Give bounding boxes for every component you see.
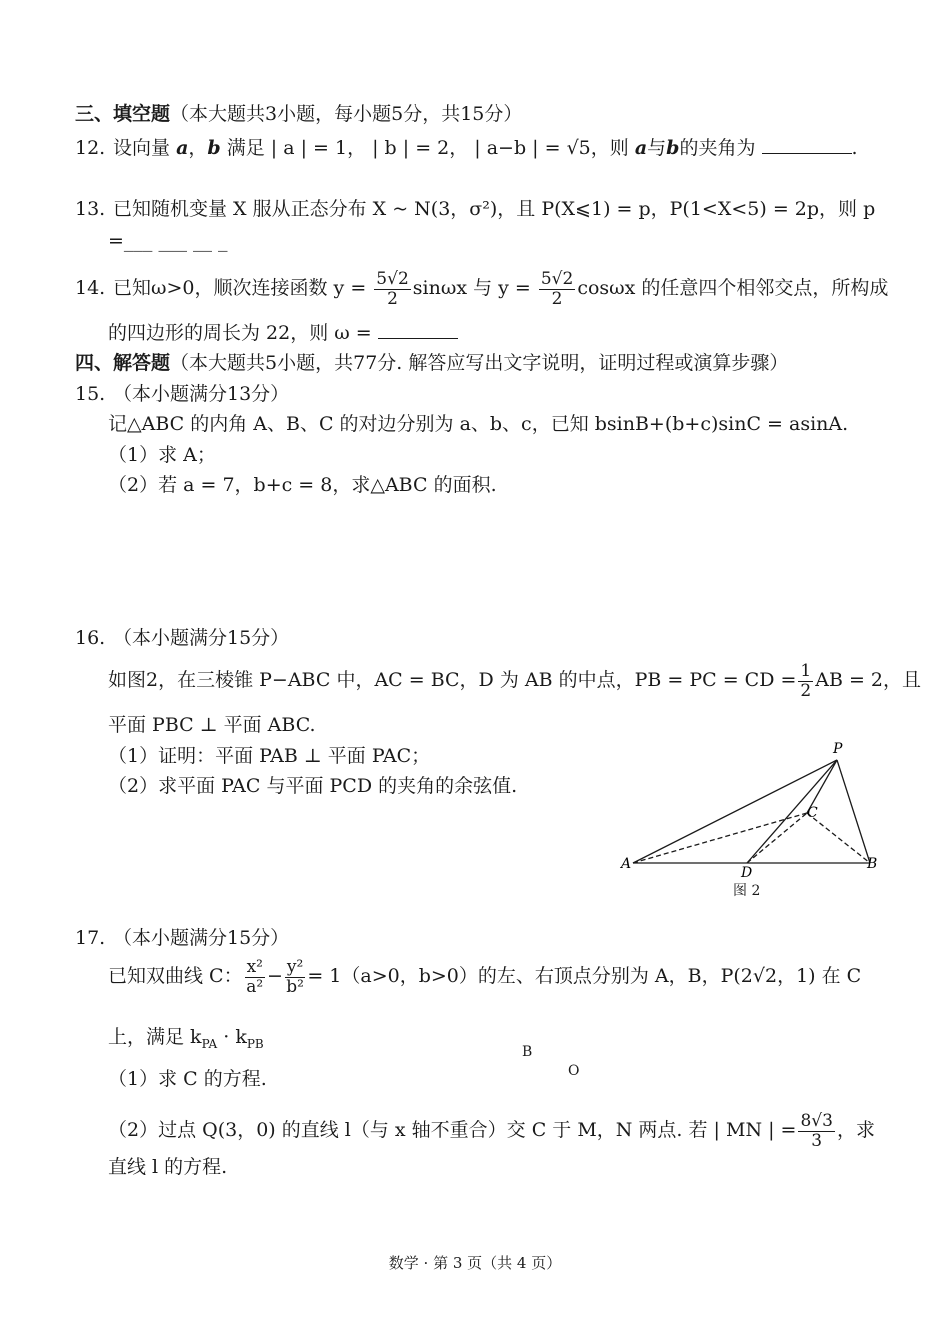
fraction-half: $\frac{1}{2}$ [800,661,812,701]
question-15-title: 15. （本小题满分13分） [75,383,290,405]
question-17-stem: 已知双曲线 C： $\frac{\text{x²}}{\text{a²}}$ − $\frac{\text{y²}}{\text{b²}}$ = 1（a>0，b>0）的左、右顶点分别为 A，B，P(2√2，1) 在 C [108,957,862,997]
answer-blank-14[interactable] [378,337,458,339]
section3-heading: 三、填空题（本大题共3小题，每小题5分，共15分） [75,103,523,125]
question-16-stem2: 平面 PBC ⊥ 平面 ABC. [108,714,316,736]
fraction-x2a2: $\frac{\text{x²}}{\text{a²}}$ [246,957,264,997]
question-16-part2: （2）求平面 PAC 与平面 PCD 的夹角的余弦值. [108,775,518,797]
question-16-part1: （1）证明：平面 PAB ⊥ 平面 PAC； [108,745,431,767]
label-p: P [833,741,843,757]
section4-heading: 四、解答题（本大题共5小题，共77分. 解答应写出文字说明，证明过程或演算步骤） [75,352,789,374]
question-15-part2: （2）若 a = 7，b+c = 8，求△ABC 的面积. [108,474,497,496]
question-16-title: 16. （本小题满分15分） [75,627,290,649]
question-15-part1: （1）求 A； [108,444,216,466]
question-13-blank[interactable]: =___ ___ __ _ [108,230,228,252]
question-14-line2: 的四边形的周长为 22，则 ω = [108,322,458,345]
question-14: 14. 已知ω>0，顺次连接函数 y = $\frac{5√2}{2}$ sinωx 与 y = $\frac{5√2}{2}$ cosωx 的任意四个相邻交点，所构成 [75,269,889,309]
page-footer: 数学 · 第 3 页（共 4 页） [388,1254,562,1272]
fraction-y2b2: $\frac{\text{y²}}{\text{b²}}$ [286,957,304,997]
edge-pb [837,760,870,863]
question-13: 13. 已知随机变量 X 服从正态分布 X ~ N(3，σ²)，且 P(X⩽1) = p，P(1<X<5) = 2p，则 p [75,198,876,220]
question-17-condition: 上，满足 $k_{PA} \cdot k_{PB}$ [108,1026,264,1051]
stray-mark-b: B [522,1044,533,1060]
question-17-part1: （1）求 C 的方程. [108,1068,267,1090]
label-b: B [867,856,878,872]
question-17-last: 直线 l 的方程. [108,1156,228,1178]
question-16-stem: 如图2，在三棱锥 P−ABC 中，AC = BC，D 为 AB 的中点，PB = PC = CD = $\frac{1}{2}$ AB = 2，且 [108,661,921,701]
question-17-part2: （2）过点 Q(3，0) 的直线 l（与 x 轴不重合）交 C 于 M，N 两点. 若 | MN | = $\frac{8√3}{3}$ ，求 [108,1111,875,1151]
label-c: C [807,805,818,821]
edge-pd [747,760,837,863]
label-a: A [621,856,632,872]
question-15-stem: 记△ABC 的内角 A、B、C 的对边分别为 a、b、c，已知 bsinB+(b+c)sinC = asinA. [108,413,849,435]
edge-cd [747,813,807,863]
question-17-title: 17. （本小题满分15分） [75,927,290,949]
question-12: 12. 设向量 a，b 满足 | a | = 1， | b | = 2， | a−b | = √5，则 a与b的夹角为 . [75,137,858,159]
fraction-1: $\frac{5√2}{2}$ [376,269,409,309]
figure-caption: 图 2 [733,883,761,899]
edge-ac [633,813,807,863]
stray-mark-o: O [568,1063,580,1079]
answer-blank-12[interactable] [762,152,852,154]
vector-b: b [207,137,221,159]
label-d: D [741,865,753,881]
vector-a: a [176,137,189,159]
fraction-2: $\frac{5√2}{2}$ [540,269,574,309]
fraction-8root3: $\frac{8√3}{3}$ [800,1111,833,1151]
